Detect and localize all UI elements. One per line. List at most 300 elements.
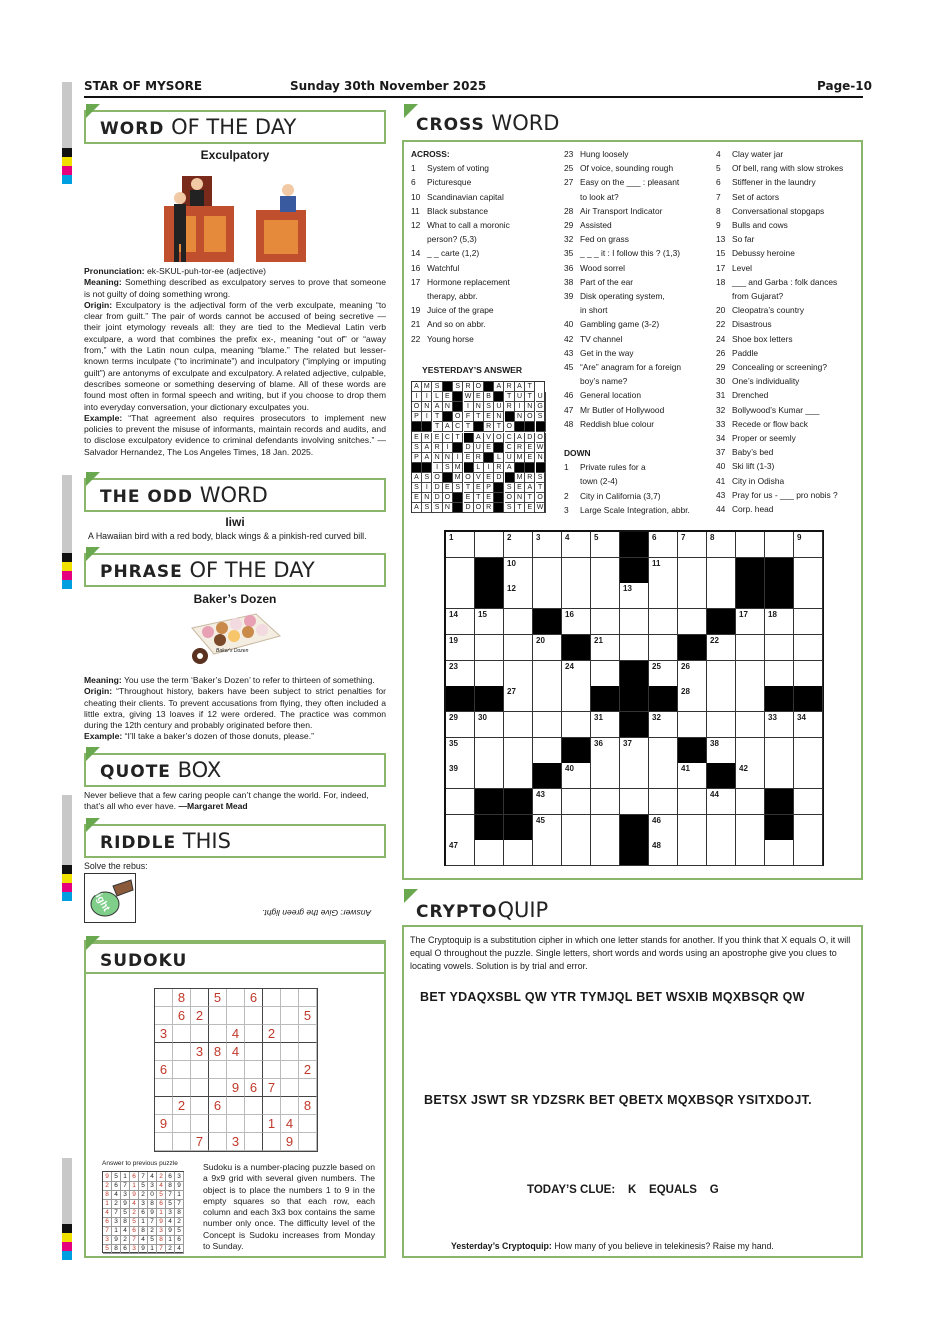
yesterday-cell [484,453,494,463]
crossword-cell[interactable] [649,532,678,558]
crossword-cell[interactable] [562,661,591,687]
yesterday-cell: M [453,463,463,473]
sudoku-cell[interactable]: 4 [281,1115,299,1133]
crossword-cell[interactable] [678,609,707,635]
yesterday-cell: O [443,493,453,503]
crossword-cell[interactable] [707,558,736,584]
crossword-cell[interactable] [446,609,475,635]
crossword-cell[interactable] [794,583,823,609]
crossword-cell[interactable] [446,661,475,687]
crossword-cell[interactable] [504,840,533,866]
crossword-cell[interactable] [649,661,678,687]
yesterday-cell: E [433,433,443,443]
yesterday-cell: O [525,412,535,422]
crossword-cell[interactable] [475,661,504,687]
crossword-cell[interactable] [562,763,591,789]
crossword-cell[interactable] [591,532,620,558]
clue-text: Set of actors [732,191,780,202]
crossword-cell[interactable] [504,583,533,609]
crossword-cell[interactable] [620,609,649,635]
sudoku-cell[interactable]: 7 [263,1079,281,1097]
crossword-cell[interactable] [591,840,620,866]
crossword-cell[interactable] [794,738,823,764]
sudoku-cell[interactable] [227,1115,245,1133]
crossword-cell[interactable] [562,686,591,712]
crossword-cell[interactable] [794,609,823,635]
color-chip [62,865,72,874]
clue-text: Drenched [732,390,769,401]
sudoku-cell[interactable]: 4 [227,1043,245,1061]
sudoku-cell[interactable] [299,1025,317,1043]
clue-number: 33 [716,418,726,429]
clue-number: 12 [411,220,421,231]
yesterday-cell: R [433,443,443,453]
yesterday-cell: O [536,433,546,443]
crossword-cell[interactable] [475,840,504,866]
yesterday-cell: A [433,402,443,412]
crossword-cell[interactable] [504,635,533,661]
crossword-cell[interactable] [562,789,591,815]
sudoku-cell[interactable]: 6 [155,1061,173,1079]
crossword-cell[interactable] [562,583,591,609]
sudoku-cell[interactable] [245,1133,263,1151]
crossword-cell[interactable] [446,635,475,661]
sudoku-cell[interactable] [263,1007,281,1025]
sudoku-cell[interactable]: 6 [245,989,263,1007]
yesterday-cell: D [525,433,535,443]
clue-text: TV channel [580,333,623,344]
crossword-cell[interactable] [620,763,649,789]
color-chip [62,571,72,580]
crossword-cell[interactable] [533,815,562,841]
crossword-block [765,686,794,712]
sudoku-cell[interactable] [245,1043,263,1061]
crossword-cell[interactable] [533,789,562,815]
heading-rest: OF THE DAY [164,115,297,139]
sudoku-cell[interactable]: 6 [245,1079,263,1097]
crossword-cell[interactable] [591,661,620,687]
sudoku-cell[interactable] [173,1115,191,1133]
crossword-cell[interactable] [533,558,562,584]
sudoku-cell[interactable]: 5 [209,989,227,1007]
sudoku-cell[interactable]: 8 [299,1097,317,1115]
sudoku-cell[interactable] [209,1025,227,1043]
sudoku-cell[interactable]: 9 [227,1079,245,1097]
crossword-cell[interactable] [475,712,504,738]
crossword-cell[interactable] [794,789,823,815]
sudoku-cell[interactable]: 6 [173,1007,191,1025]
sudoku-cell[interactable] [227,1097,245,1115]
crossword-cell[interactable] [736,763,765,789]
crossword-cell[interactable] [446,738,475,764]
sudoku-cell[interactable]: 4 [227,1025,245,1043]
sudoku-cell[interactable] [245,1025,263,1043]
crossword-cell[interactable] [620,635,649,661]
prev-sudoku-cell: 1 [139,1217,148,1227]
paper-name: STAR OF MYSORE [84,79,203,93]
crossword-cell[interactable] [562,609,591,635]
crossword-cell[interactable] [591,558,620,584]
prev-sudoku-cell: 7 [103,1226,112,1236]
clue-item [716,403,861,417]
crossword-cell[interactable] [765,635,794,661]
yesterday-cell: S [453,483,463,493]
crossword-cell[interactable] [765,840,794,866]
sudoku-cell[interactable] [209,1061,227,1079]
cell-number: 7 [681,533,686,542]
clue-item [716,190,861,204]
crossword-cell[interactable] [446,583,475,609]
yesterday-cell: R [505,402,515,412]
prev-sudoku-cell: 5 [112,1172,121,1182]
sudoku-cell[interactable] [281,1007,299,1025]
crossword-cell[interactable] [591,712,620,738]
sudoku-cell[interactable]: 7 [191,1133,209,1151]
crossword-cell[interactable] [794,815,823,841]
sudoku-cell[interactable] [299,989,317,1007]
sudoku-cell[interactable]: 1 [263,1115,281,1133]
sudoku-cell[interactable] [155,1043,173,1061]
clue-item [564,161,714,175]
crossword-cell[interactable] [794,763,823,789]
yesterday-cell: A [412,382,422,392]
sudoku-cell[interactable] [155,1133,173,1151]
crossword-cell[interactable] [707,686,736,712]
clue-number: 21 [411,319,421,330]
crossword-cell[interactable] [446,763,475,789]
crossword-cell[interactable] [794,558,823,584]
crossword-cell[interactable] [794,532,823,558]
sudoku-cell[interactable] [155,1079,173,1097]
sudoku-cell[interactable] [281,1079,299,1097]
prev-sudoku-cell: 7 [139,1172,148,1182]
yesterday-cell: O [464,473,474,483]
sudoku-cell[interactable]: 9 [281,1133,299,1151]
color-chip [62,874,72,883]
yesterday-cell: A [515,382,525,392]
crossword-cell[interactable] [504,738,533,764]
sudoku-cell[interactable] [299,1115,317,1133]
crossword-cell[interactable] [504,686,533,712]
sudoku-cell[interactable] [281,989,299,1007]
clue-text: town (2-4) [580,476,618,487]
sudoku-cell[interactable] [191,1025,209,1043]
crossword-cell[interactable] [475,763,504,789]
cell-number: 38 [710,738,719,748]
crossword-cell[interactable] [736,661,765,687]
sudoku-cell[interactable] [227,1007,245,1025]
yesterday-cell: C [505,433,515,443]
crossword-cell[interactable] [765,763,794,789]
sudoku-cell[interactable] [245,1007,263,1025]
sudoku-cell[interactable] [191,1097,209,1115]
crossword-cell[interactable] [678,583,707,609]
crossword-cell[interactable] [649,609,678,635]
crossword-cell[interactable] [533,840,562,866]
sudoku-cell[interactable]: 5 [299,1007,317,1025]
crossword-cell[interactable] [620,583,649,609]
sudoku-cell[interactable] [299,1043,317,1061]
crossword-cell[interactable] [678,558,707,584]
crossword-cell[interactable] [591,583,620,609]
crossword-cell[interactable] [533,583,562,609]
crossword-cell[interactable] [765,712,794,738]
crossword-cell[interactable] [562,815,591,841]
sudoku-cell[interactable]: 2 [263,1025,281,1043]
sudoku-cell[interactable]: 2 [191,1007,209,1025]
crossword-cell[interactable] [475,532,504,558]
sudoku-cell[interactable] [281,1043,299,1061]
crossword-cell[interactable] [562,712,591,738]
sudoku-cell[interactable]: 6 [209,1097,227,1115]
clue-text: And so on abbr. [427,319,486,330]
crossword-cell[interactable] [649,558,678,584]
sudoku-cell[interactable] [209,1007,227,1025]
clue-text: Wood sorrel [580,262,625,273]
sudoku-cell[interactable] [173,1025,191,1043]
down-clues-col2 [564,446,714,517]
crossword-cell[interactable] [620,738,649,764]
prev-sudoku-cell: 1 [157,1208,166,1218]
sudoku-cell[interactable] [263,1133,281,1151]
sudoku-cell[interactable] [263,989,281,1007]
cipher-line-1: BET YDAQXSBL QW YTR TYMJQL BET WSXIB MQXBSQR QW [420,990,805,1004]
sudoku-cell[interactable] [191,1115,209,1133]
yesterday-cell: A [412,473,422,483]
crossword-cell[interactable] [794,661,823,687]
crossword-cell[interactable] [678,763,707,789]
crossword-cell[interactable] [533,712,562,738]
crossword-cell[interactable] [678,789,707,815]
sudoku-cell[interactable] [209,1115,227,1133]
crossword-cell[interactable] [475,635,504,661]
sudoku-cell[interactable]: 3 [227,1133,245,1151]
crossword-cell[interactable] [649,763,678,789]
crossword-grid[interactable] [444,530,824,866]
cell-number: 2 [507,533,512,542]
crossword-cell[interactable] [678,661,707,687]
yesterday-cell: E [525,453,535,463]
sudoku-cell[interactable] [299,1133,317,1151]
crossword-cell[interactable] [649,738,678,764]
prev-sudoku-cell: 9 [121,1199,130,1209]
prev-sudoku-cell: 2 [112,1199,121,1209]
crossword-cell[interactable] [475,609,504,635]
sudoku-cell[interactable] [209,1079,227,1097]
crossword-cell[interactable] [765,661,794,687]
sudoku-cell[interactable] [155,989,173,1007]
cell-number: 15 [478,610,487,620]
crossword-cell[interactable] [765,532,794,558]
sudoku-cell[interactable] [281,1097,299,1115]
crossword-cell[interactable] [620,789,649,815]
crossword-cell[interactable] [562,840,591,866]
prev-sudoku-cell: 3 [112,1217,121,1227]
prev-sudoku-cell: 2 [103,1181,112,1191]
color-chip [62,1233,72,1242]
crossword-cell[interactable] [736,738,765,764]
sudoku-cell[interactable] [281,1061,299,1079]
clue-number: 13 [716,234,726,245]
crossword-cell[interactable] [649,840,678,866]
crossword-cell[interactable] [591,815,620,841]
crossword-cell[interactable] [794,635,823,661]
sudoku-cell[interactable]: 9 [155,1115,173,1133]
prev-sudoku-cell: 4 [166,1217,175,1227]
sudoku-cell[interactable] [173,1043,191,1061]
crossword-cell[interactable] [591,635,620,661]
crossword-cell[interactable] [707,712,736,738]
sudoku-cell[interactable] [245,1097,263,1115]
sudoku-cell[interactable] [191,1079,209,1097]
crossword-cell[interactable] [736,712,765,738]
sudoku-cell[interactable]: 3 [191,1043,209,1061]
yesterday-cell: O [536,493,546,503]
sudoku-cell[interactable] [245,1061,263,1079]
crossword-cell[interactable] [446,815,475,841]
crossword-cell[interactable] [678,840,707,866]
crossword-cell[interactable] [736,532,765,558]
sudoku-cell[interactable] [155,1097,173,1115]
word-of-day-word: Exculpatory [200,148,270,162]
sudoku-cell[interactable] [263,1097,281,1115]
crossword-cell[interactable] [678,712,707,738]
crossword-cell[interactable] [765,738,794,764]
crossword-cell[interactable] [678,815,707,841]
prev-sudoku-cell: 9 [175,1181,184,1191]
crossword-cell[interactable] [504,661,533,687]
color-chip [62,562,72,571]
sudoku-cell[interactable] [173,1133,191,1151]
crossword-cell[interactable] [504,532,533,558]
crossword-cell[interactable] [446,789,475,815]
crossword-cell[interactable] [794,840,823,866]
sudoku-cell[interactable] [191,989,209,1007]
crossword-cell[interactable] [678,532,707,558]
clue-number: 9 [716,220,721,231]
crossword-cell[interactable] [649,712,678,738]
crossword-cell[interactable] [794,712,823,738]
yesterday-cell: N [515,493,525,503]
yesterday-cell: C [505,443,515,453]
yesterday-cell: P [484,483,494,493]
crossword-cell[interactable] [533,738,562,764]
sudoku-cell[interactable] [173,1079,191,1097]
sudoku-cell[interactable] [191,1061,209,1079]
crossword-cell[interactable] [591,789,620,815]
sudoku-cell[interactable] [155,1007,173,1025]
sudoku-cell[interactable] [263,1043,281,1061]
crossword-cell[interactable] [504,609,533,635]
clue-text: General location [580,390,641,401]
sudoku-cell[interactable] [227,989,245,1007]
crossword-cell[interactable] [678,686,707,712]
crossword-cell[interactable] [591,609,620,635]
sudoku-cell[interactable] [299,1079,317,1097]
sudoku-cell[interactable]: 8 [209,1043,227,1061]
sudoku-cell[interactable]: 2 [299,1061,317,1079]
crossword-cell[interactable] [504,763,533,789]
crossword-cell[interactable] [736,840,765,866]
crossword-cell[interactable] [446,712,475,738]
crossword-cell[interactable] [446,532,475,558]
crossword-cell[interactable] [736,815,765,841]
crossword-cell[interactable] [707,532,736,558]
crossword-cell[interactable] [707,583,736,609]
crossword-cell[interactable] [533,661,562,687]
crossword-cell[interactable] [649,583,678,609]
sudoku-cell[interactable] [263,1061,281,1079]
sudoku-cell[interactable] [281,1025,299,1043]
yesterday-cell: S [433,382,443,392]
crossword-cell[interactable] [649,815,678,841]
crossword-cell[interactable] [591,738,620,764]
sudoku-cell[interactable] [245,1115,263,1133]
crossword-cell[interactable] [707,635,736,661]
crossword-cell[interactable] [736,609,765,635]
sudoku-cell[interactable] [173,1061,191,1079]
crossword-cell[interactable] [707,738,736,764]
sudoku-cell[interactable]: 3 [155,1025,173,1043]
sudoku-cell[interactable]: 8 [173,989,191,1007]
crossword-cell[interactable] [562,532,591,558]
clue-number: 23 [564,149,574,159]
crossword-cell[interactable] [649,789,678,815]
clue-text: to look at? [580,191,619,202]
crossword-block [620,712,649,738]
yesterday-cell [505,473,515,483]
yesterday-cell [443,382,453,392]
crossword-cell[interactable] [649,635,678,661]
crossword-cell[interactable] [475,738,504,764]
crossword-cell[interactable] [707,815,736,841]
clue-text: Get in the way [580,347,634,358]
cell-number: 19 [449,635,458,645]
cell-number: 36 [594,738,603,748]
crossword-cell[interactable] [562,558,591,584]
crossword-cell[interactable] [707,840,736,866]
sudoku-cell[interactable] [209,1133,227,1151]
yesterday-cell: R [464,382,474,392]
sudoku-cell[interactable] [227,1061,245,1079]
cell-number: 22 [710,635,719,645]
clue-number: 29 [716,362,726,373]
crossword-cell[interactable] [707,661,736,687]
cell-number: 14 [449,610,458,620]
clue-item [716,289,861,303]
yesterday-cell: N [536,453,546,463]
sudoku-cell[interactable]: 2 [173,1097,191,1115]
crossword-cell[interactable] [533,686,562,712]
clue-item [411,232,561,246]
crossword-cell[interactable] [765,609,794,635]
crossword-cell[interactable] [504,558,533,584]
crossword-cell[interactable] [533,532,562,558]
crossword-cell[interactable] [736,686,765,712]
crossword-cell[interactable] [591,763,620,789]
crossword-cell[interactable] [446,840,475,866]
crossword-cell[interactable] [707,789,736,815]
crossword-cell[interactable] [533,635,562,661]
cell-number: 23 [449,661,458,671]
clue-text: Corp. head [732,504,774,515]
clue-text: Of voice, sounding rough [580,163,674,174]
crossword-cell[interactable] [446,558,475,584]
crossword-cell[interactable] [736,789,765,815]
clue-number: 46 [564,390,574,401]
crossword-cell[interactable] [504,712,533,738]
crossword-cell[interactable] [736,635,765,661]
